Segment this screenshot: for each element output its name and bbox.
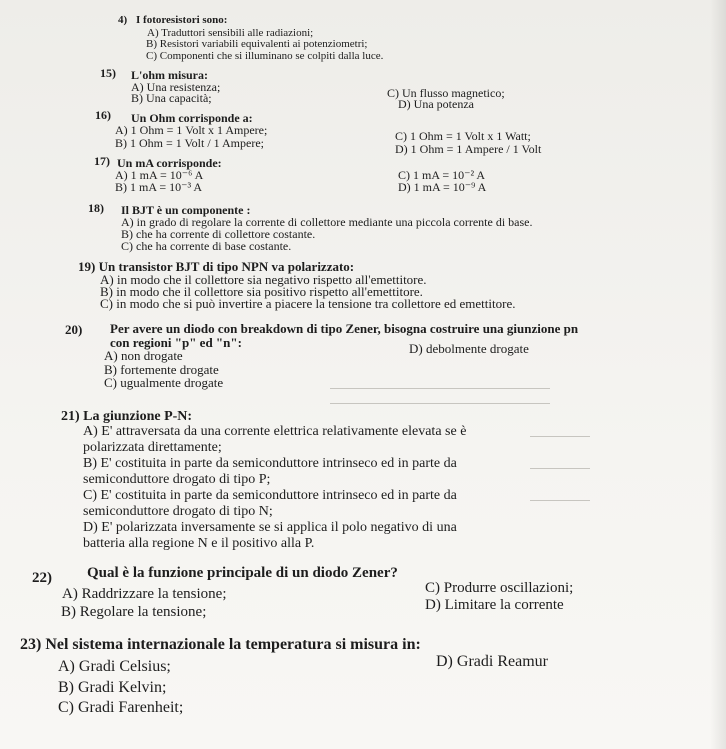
q16-number: 16) xyxy=(95,108,111,122)
q22-answer-a: A) Raddrizzare la tensione; xyxy=(62,586,227,602)
q16-answer-b: B) 1 Ohm = 1 Volt / 1 Ampere; xyxy=(115,136,264,150)
q21-stem: 21) La giunzione P-N: xyxy=(61,409,193,424)
q20-answer-b: B) fortemente drogate xyxy=(104,362,219,377)
q16-answer-a: A) 1 Ohm = 1 Volt x 1 Ampere; xyxy=(115,123,268,137)
q23-answer-c: C) Gradi Farenheit; xyxy=(58,699,184,716)
page-edge-shadow xyxy=(710,0,726,749)
q17-answer-c: C) 1 mA = 10⁻² A xyxy=(398,168,486,182)
q17-answer-b: B) 1 mA = 10⁻³ A xyxy=(115,180,203,194)
q22-number: 22) xyxy=(32,570,52,586)
q14-number: 4) xyxy=(118,14,128,26)
answer-line xyxy=(530,468,590,469)
q17-answer-a: A) 1 mA = 10⁻⁶ A xyxy=(115,168,204,182)
q21-answer-a-line1: A) E' attraversata da una corrente elettrica relativamente elevata se è xyxy=(83,424,467,439)
q14-stem: I fotoresistori sono: xyxy=(136,14,228,26)
q20-stem-line1: Per avere un diodo con breakdown di tipo Zener, bisogna costruire una giunzione pn xyxy=(110,321,579,336)
q22-answer-d: D) Limitare la corrente xyxy=(425,597,564,613)
q18-number: 18) xyxy=(88,201,104,215)
q15-stem: L'ohm misura: xyxy=(131,68,209,82)
q17-stem: Un mA corrisponde: xyxy=(117,156,222,170)
answer-line xyxy=(330,388,550,389)
q18-stem: Il BJT è un componente : xyxy=(121,203,251,217)
q23-stem: 23) Nel sistema internazionale la temperatura si misura in: xyxy=(20,636,421,653)
q21-answer-b-line2: semiconduttore drogato di tipo P; xyxy=(83,472,271,487)
q15-answer-c: C) Un flusso magnetico; xyxy=(387,86,505,100)
q20-answer-a: A) non drogate xyxy=(104,348,183,363)
q20-number: 20) xyxy=(65,322,83,337)
q16-answer-d: D) 1 Ohm = 1 Ampere / 1 Volt xyxy=(395,142,542,156)
q20-stem-line2: con regioni "p" ed "n": xyxy=(110,335,242,350)
q18-answer-b: B) che ha corrente di collettore costante. xyxy=(121,227,316,241)
q22-answer-b: B) Regolare la tensione; xyxy=(61,604,207,620)
q17-number: 17) xyxy=(94,154,110,168)
q15-answer-b: B) Una capacità; xyxy=(131,91,212,105)
q21-answer-d-line1: D) E' polarizzata inversamente se si applica il polo negativo di una xyxy=(83,520,457,535)
answer-line xyxy=(330,403,550,404)
q19-answer-a: A) in modo che il collettore sia negativo rispetto all'emettitore. xyxy=(100,272,427,287)
q21-answer-a-line2: polarizzata direttamente; xyxy=(83,440,222,455)
q18-answer-a: A) in grado di regolare la corrente di collettore mediante una piccola corrente di base. xyxy=(121,215,533,229)
q17-answer-d: D) 1 mA = 10⁻⁹ A xyxy=(398,180,487,194)
q20-answer-c: C) ugualmente drogate xyxy=(104,375,224,390)
q14-answer-c: C) Componenti che si illuminano se colpiti dalla luce. xyxy=(146,50,384,62)
q21-answer-c-line1: C) E' costituita in parte da semiconduttore intrinseco ed in parte da xyxy=(83,488,457,503)
q21-answer-d-line2: batteria alla regione N e il positivo alla P. xyxy=(83,536,315,551)
q20-answer-d: D) debolmente drogate xyxy=(409,341,529,356)
q19-answer-c: C) in modo che si può invertire a piacere la tensione tra collettore ed emettitore. xyxy=(100,296,516,311)
q23-answer-d: D) Gradi Reamur xyxy=(436,653,548,670)
q15-number: 15) xyxy=(100,66,116,80)
q19-answer-b: B) in modo che il collettore sia positivo rispetto all'emettitore. xyxy=(100,284,423,299)
q23-answer-b: B) Gradi Kelvin; xyxy=(58,679,167,696)
q14-answer-a: A) Traduttori sensibili alle radiazioni; xyxy=(147,27,314,39)
q16-answer-c: C) 1 Ohm = 1 Volt x 1 Watt; xyxy=(395,129,531,143)
q21-answer-c-line2: semiconduttore drogato di tipo N; xyxy=(83,504,273,519)
answer-line xyxy=(530,436,590,437)
q22-stem: Qual è la funzione principale di un diodo Zener? xyxy=(87,565,398,581)
q21-answer-b-line1: B) E' costituita in parte da semiconduttore intrinseco ed in parte da xyxy=(83,456,457,471)
q15-answer-d: D) Una potenza xyxy=(398,97,474,111)
q18-answer-c: C) che ha corrente di base costante. xyxy=(121,239,292,253)
q14-answer-b: B) Resistori variabili equivalenti ai potenziometri; xyxy=(146,38,368,50)
q15-answer-a: A) Una resistenza; xyxy=(131,80,221,94)
q19-stem: 19) Un transistor BJT di tipo NPN va polarizzato: xyxy=(78,259,355,274)
q23-answer-a: A) Gradi Celsius; xyxy=(58,658,171,675)
q22-answer-c: C) Produrre oscillazioni; xyxy=(425,580,574,596)
answer-line xyxy=(530,500,590,501)
q16-stem: Un Ohm corrisponde a: xyxy=(131,111,253,125)
